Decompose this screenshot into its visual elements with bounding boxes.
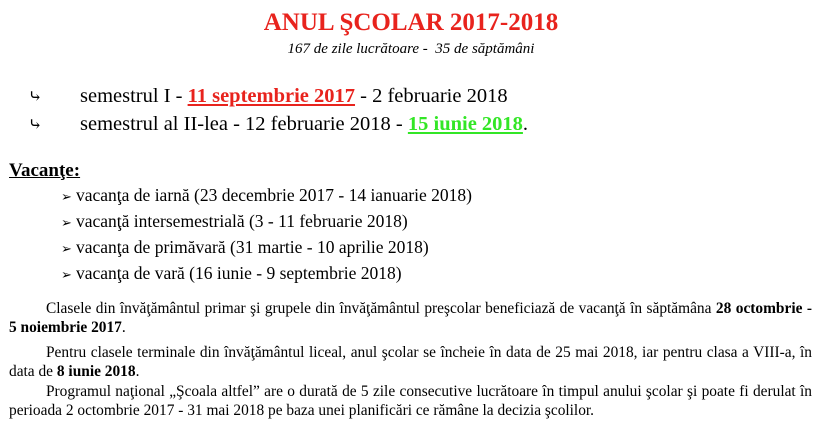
paragraph-text: Programul naţional „Şcoala altfel” are o durată de 5 zile consecutive lucrătoare în timpul anului şcolar şi poate fi derulat în perioada 2 octombrie 2017 - 31 mai 2018 pe baza unei planificări ce rămâne la decizia şcolilor. (9, 383, 812, 420)
list-item (61, 235, 472, 261)
paragraph-text: Pentru clasele terminale din învăţământul liceal, anul şcolar se încheie în data de 25 mai 2018, iar pentru clasa a VIII-a, în data de (9, 344, 812, 381)
paragraph-end: . (121, 319, 126, 337)
semester-1-start-date: 11 septembrie 2017 (187, 85, 356, 107)
semester-1-suffix: - 2 februarie 2018 (355, 85, 508, 107)
vacations-heading: Vacanţe: (9, 160, 81, 181)
paragraph-text: Clasele din învăţământul primar şi grupele din învăţământul preşcolar beneficiază de vacanţă în săptămâna (46, 300, 712, 317)
paragraph-terminal-classes (9, 343, 812, 382)
paragraph-bold-date: 28 octombrie - 5 noiembrie 2017 (9, 300, 812, 337)
list-item (61, 261, 472, 287)
page-title: ANUL ŞCOLAR 2017-2018 (263, 9, 559, 36)
curved-arrow-icon: ⤷ (28, 115, 43, 134)
vacation-text: vacanţă intersemestrială (3 - 11 februarie 2018) (76, 211, 408, 231)
semester-1-prefix: semestrul I - (80, 85, 188, 107)
page-subtitle: 167 de zile lucrătoare - 35 de săptămâni (287, 41, 535, 57)
paragraph-scoala-altfel (9, 382, 812, 421)
arrow-bullet-icon: ➢ (61, 241, 72, 256)
vacation-text: vacanţa de primăvară (31 martie - 10 aprilie 2018) (76, 237, 429, 257)
vacation-text: vacanţa de vară (16 iunie - 9 septembrie 2018) (76, 263, 402, 283)
arrow-bullet-icon: ➢ (61, 215, 72, 230)
paragraph-bold-date: 8 iunie 2018 (56, 363, 136, 381)
semester-2 (28, 112, 528, 137)
paragraph-end: . (135, 363, 140, 381)
paragraph-primary-vacation (9, 299, 812, 338)
list-item (61, 209, 472, 235)
semester-2-suffix: . (522, 113, 529, 135)
vacations-list (61, 183, 472, 287)
vacation-text: vacanţa de iarnă (23 decembrie 2017 - 14 ianuarie 2018) (76, 185, 473, 205)
list-item (61, 183, 472, 209)
semester-1 (28, 84, 508, 109)
semester-2-prefix: semestrul al II-lea - 12 februarie 2018 - (80, 113, 408, 135)
arrow-bullet-icon: ➢ (61, 267, 72, 282)
arrow-bullet-icon: ➢ (61, 189, 72, 204)
curved-arrow-icon: ⤷ (28, 87, 43, 106)
semester-2-end-date: 15 iunie 2018 (407, 113, 523, 135)
